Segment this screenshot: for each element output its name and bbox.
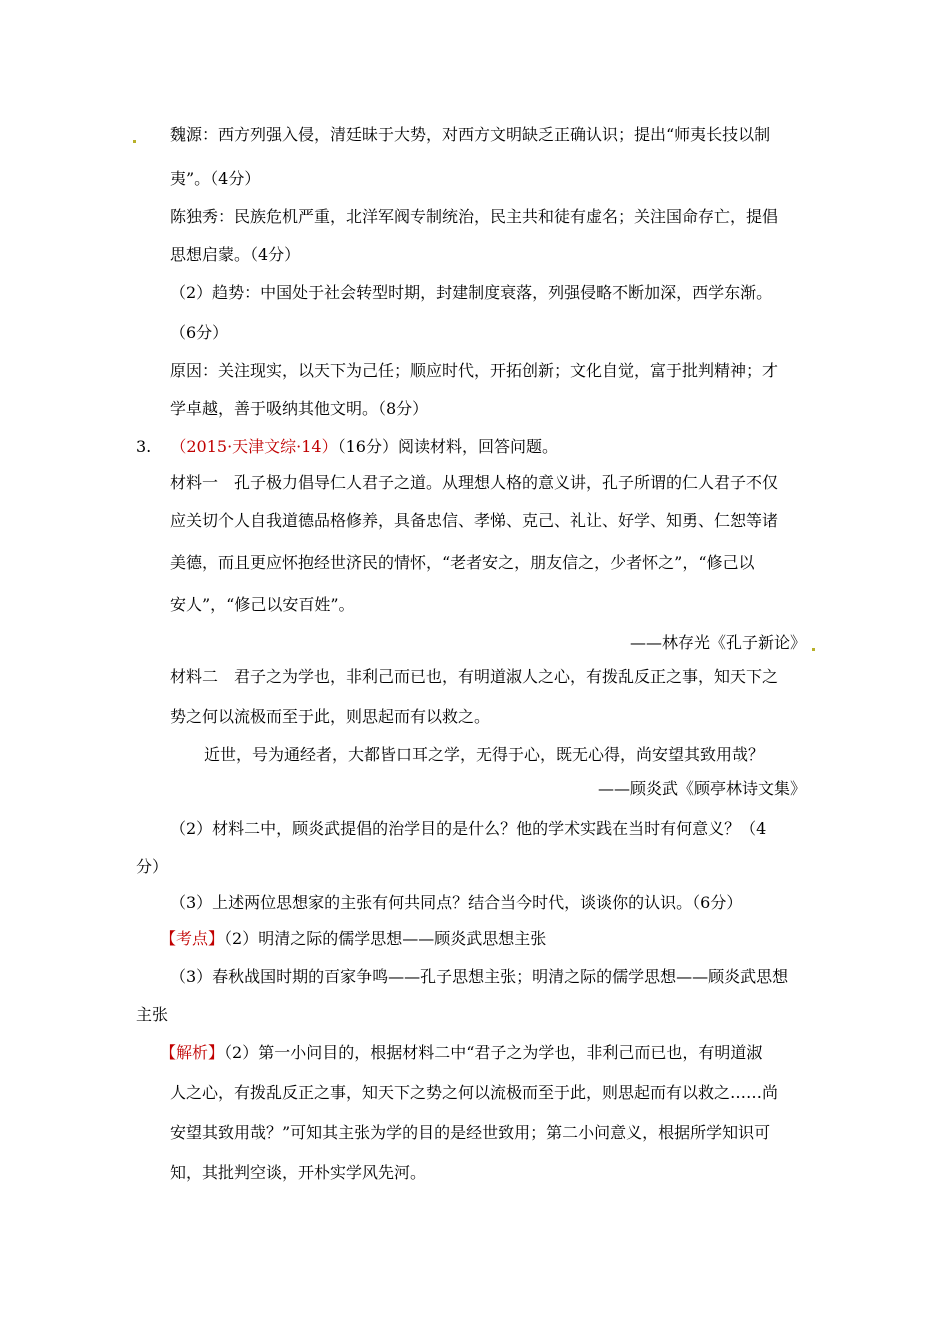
jiexi-label: 【解析】 xyxy=(160,1043,225,1062)
material2-line1: 材料二 君子之为学也，非利己而已也，有明道淑人之心，有拨乱反正之事，知天下之 xyxy=(170,667,779,686)
subquestion-3: （3）上述两位思想家的主张有何共同点？结合当今时代，谈谈你的认识。（6分） xyxy=(170,893,743,912)
jiexi-line2: 人之心，有拨乱反正之事，知天下之势之何以流极而至于此，则思起而有以救之……尚 xyxy=(170,1083,779,1102)
material2-source: ——顾炎武《顾亭林诗文集》 xyxy=(597,779,806,798)
jiexi-text: （2）第一小问目的，根据材料二中“君子之为学也，非利己而已也，有明道淑 xyxy=(224,1043,763,1062)
question-3-header xyxy=(136,436,558,458)
answer-chenduxiu-line1: 陈独秀：民族危机严重，北洋军阀专制统治，民主共和徒有虚名；关注国命存亡，提倡 xyxy=(170,207,779,226)
answer-weiyuan-line1: 魏源：西方列强入侵，清廷昧于大势，对西方文明缺乏正确认识；提出“师夷长技以制 xyxy=(170,125,771,144)
material2-line3: 近世，号为通经者，大都皆口耳之学，无得于心，既无心得，尚安望其致用哉？ xyxy=(204,745,765,764)
marker-dot xyxy=(812,648,815,651)
answer-chenduxiu-line2: 思想启蒙。（4分） xyxy=(170,245,301,264)
material1-line4: 安人”，“修己以安百姓”。 xyxy=(170,595,355,614)
marker-dot xyxy=(133,140,136,143)
subquestion-2-line1: （2）材料二中，顾炎武提倡的治学目的是什么？他的学术实践在当时有何意义？（4 xyxy=(170,819,767,838)
subquestion-2-line2: 分） xyxy=(136,857,169,876)
answer-trend-line2: （6分） xyxy=(170,323,229,342)
material1-line3: 美德，而且更应怀抱经世济民的情怀，“老者安之，朋友信之，少者怀之”，“修己以 xyxy=(170,553,755,572)
answer-weiyuan-line2: 夷”。（4分） xyxy=(170,169,261,188)
answer-trend-line1: （2）趋势：中国处于社会转型时期，封建制度衰落，列强侵略不断加深，西学东渐。 xyxy=(170,283,773,302)
material1-source: ——林存光《孔子新论》 xyxy=(629,633,806,652)
kaodian-line2: （3）春秋战国时期的百家争鸣——孔子思想主张；明清之际的儒学思想——顾炎武思想 xyxy=(170,967,789,986)
jiexi-line4: 知，其批判空谈，开朴实学风先河。 xyxy=(170,1163,427,1182)
material1-line2: 应关切个人自我道德品格修养，具备忠信、孝悌、克己、礼让、好学、知勇、仁恕等诸 xyxy=(170,511,779,530)
material1-line1: 材料一 孔子极力倡导仁人君子之道。从理想人格的意义讲，孔子所谓的仁人君子不仅 xyxy=(170,473,779,492)
jiexi-line3: 安望其致用哉？”可知其主张为学的目的是经世致用；第二小问意义，根据所学知识可 xyxy=(170,1123,771,1142)
question-number: 3. xyxy=(136,437,152,456)
answer-reason-line1: 原因：关注现实，以天下为己任；顺应时代，开拓创新；文化自觉，富于批判精神；才 xyxy=(170,361,779,380)
kaodian-text: （2）明清之际的儒学思想——顾炎武思想主张 xyxy=(224,929,547,948)
material2-line2: 势之何以流极而至于此，则思起而有以救之。 xyxy=(170,707,491,726)
jiexi-line1 xyxy=(160,1042,762,1064)
kaodian-line1 xyxy=(160,928,546,950)
question-source: （2015·天津文综·14） xyxy=(170,437,338,456)
kaodian-line3: 主张 xyxy=(136,1005,169,1024)
question-stem: （16分）阅读材料，回答问题。 xyxy=(337,437,558,456)
kaodian-label: 【考点】 xyxy=(160,929,225,948)
answer-reason-line2: 学卓越，善于吸纳其他文明。（8分） xyxy=(170,399,429,418)
